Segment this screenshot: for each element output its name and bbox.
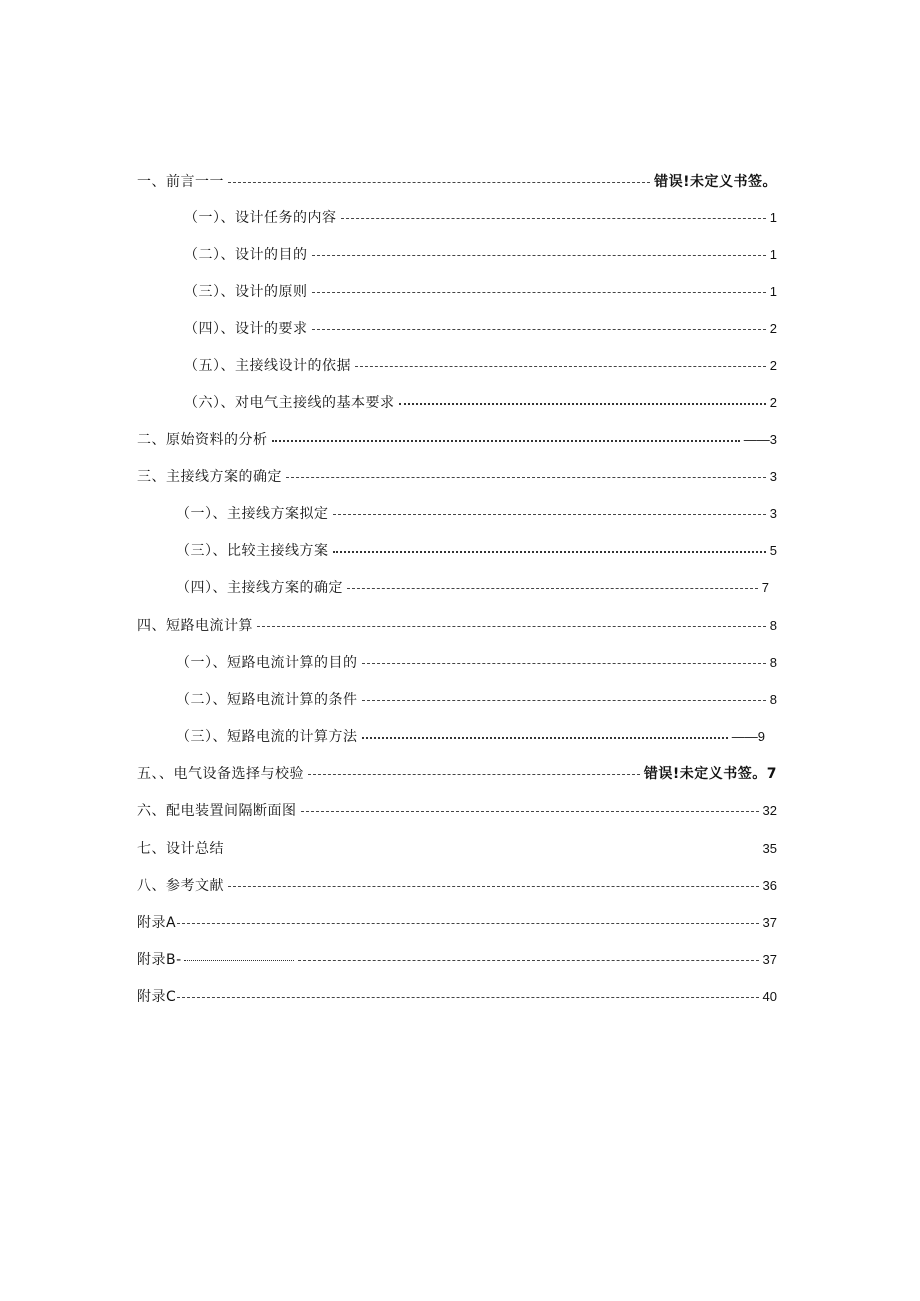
dot-leader [312,328,766,330]
toc-entry-page: ——9 [731,728,765,744]
toc-entry-equipment-selection[interactable] [137,762,777,784]
toc-entry-label: （一）、主接线方案拟定 [176,506,329,522]
toc-entry-page: 5 [769,542,777,558]
toc-entry-label: 附录A [137,915,177,931]
toc-entry-label: （五）、主接线设计的依据 [184,358,351,374]
toc-entry-label: （二）、短路电流计算的条件 [176,692,358,708]
toc-entry-short-circuit[interactable] [137,614,777,636]
toc-entry-label: （三）、短路电流的计算方法 [176,729,358,745]
toc-entry-switchgear-section[interactable] [137,799,777,821]
dot-leader [177,996,758,998]
dot-leader [333,513,766,515]
toc-entry-page: 2 [769,394,777,410]
toc-entry-label: 五、、电气设备选择与校验 [137,766,304,782]
toc-entry-label: （一）、设计任务的内容 [184,210,337,226]
dot-leader [286,476,766,478]
toc-entry-design-requirement[interactable] [184,317,777,339]
toc-entry-page: 错误!未定义书签。 [654,174,777,190]
toc-entry-sc-conditions[interactable] [176,688,777,710]
dash-leader [298,959,759,961]
toc-entry-appendix-c[interactable] [137,985,777,1007]
dot-leader [272,439,740,442]
toc-entry-raw-data-analysis[interactable] [137,428,777,450]
toc-entry-page: 2 [769,320,777,336]
toc-entry-label: 附录B- [137,952,182,968]
dot-leader [362,699,766,701]
toc-entry-page: 40 [762,988,777,1004]
toc-entry-references[interactable] [137,874,777,896]
toc-entry-label: （四）、设计的要求 [184,321,308,337]
dot-leader [362,736,728,739]
dot-leader [228,885,759,887]
toc-entry-wiring-scheme[interactable] [137,465,777,487]
toc-entry-design-task[interactable] [184,206,777,228]
toc-entry-page: 1 [769,209,777,225]
dot-leader [362,662,766,664]
toc-entry-page: 35 [762,840,777,856]
toc-entry-label: 附录C [137,989,177,1005]
toc-entry-wiring-basis[interactable] [184,354,777,376]
toc-entry-page: 1 [769,283,777,299]
toc-entry-page: 2 [769,357,777,373]
dot-leader [228,181,650,183]
toc-entry-appendix-a[interactable] [137,911,777,933]
toc-entry-label: （三）、比较主接线方案 [176,543,329,559]
toc-entry-label: 三、主接线方案的确定 [137,469,282,485]
toc-entry-label: 七、设计总结 [137,841,224,857]
toc-entry-page: 7 [761,579,769,595]
toc-entry-label: 四、短路电流计算 [137,618,253,634]
toc-entry-label: 二、原始资料的分析 [137,432,268,448]
toc-entry-sc-purpose[interactable] [176,651,777,673]
dot-leader [308,773,640,775]
toc-entry-basic-requirements[interactable] [184,391,777,413]
toc-entry-page: 32 [762,802,777,818]
toc-entry-scheme-draft[interactable] [176,502,777,524]
toc-entry-page: 3 [769,505,777,521]
toc-entry-label: （三）、设计的原则 [184,284,308,300]
dot-leader [347,587,758,589]
toc-entry-scheme-compare[interactable] [176,539,777,561]
toc-entry-label: （六）、对电气主接线的基本要求 [184,395,395,411]
toc-entry-page: 错误!未定义书签。7 [643,766,777,782]
toc-entry-label: 六、配电装置间隔断面图 [137,803,297,819]
toc-entry-design-summary[interactable] [137,837,777,859]
dot-leader [333,550,766,553]
dot-leader [184,959,294,961]
toc-entry-page: 37 [762,914,777,930]
dot-leader [301,810,759,812]
toc-entry-page: 1 [769,246,777,262]
toc-entry-page: 3 [769,468,777,484]
toc-entry-page: 8 [769,691,777,707]
toc-entry-scheme-confirm[interactable] [176,576,769,598]
toc-entry-design-purpose[interactable] [184,243,777,265]
toc-entry-page: ——3 [743,431,777,447]
dot-leader [355,365,766,367]
dot-leader [399,402,766,405]
toc-entry-label: 一、前言一一 [137,174,224,190]
dot-leader [341,217,766,219]
toc-entry-label: （二）、设计的目的 [184,247,308,263]
dot-leader [312,254,766,256]
dot-leader [312,291,766,293]
dot-leader [177,922,758,924]
toc-entry-sc-method[interactable] [176,725,765,747]
toc-entry-design-principle[interactable] [184,280,777,302]
toc-entry-label: （四）、主接线方案的确定 [176,580,343,596]
toc-entry-label: （一）、短路电流计算的目的 [176,655,358,671]
toc-entry-appendix-b[interactable] [137,948,777,970]
toc-entry-preface[interactable] [137,170,777,192]
toc-entry-page: 8 [769,617,777,633]
dot-leader [257,625,766,627]
toc-entry-label: 八、参考文献 [137,878,224,894]
toc-entry-page: 8 [769,654,777,670]
toc-entry-page: 36 [762,877,777,893]
toc-entry-page: 37 [762,951,777,967]
